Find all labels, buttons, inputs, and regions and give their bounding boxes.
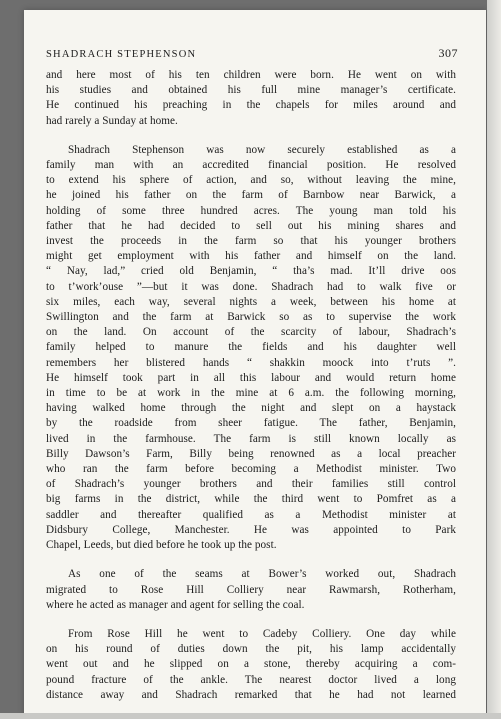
text-line: From Rose Hill he went to Cadeby Colliery. One day while (68, 627, 456, 640)
page-edge (487, 0, 501, 719)
text-line: remembers her blistered hands “ shakkin moock into t’ruts ”. (46, 356, 456, 369)
paragraph-1 (46, 68, 456, 129)
page-bottom-edge (0, 713, 501, 719)
text-line: on his round of duties down the pit, his lamp accidentally (46, 643, 456, 656)
text-line: As one of the seams at Bower’s worked out, Shadrach (68, 568, 456, 581)
text-line: He continued his preaching in the chapels for miles around and (46, 99, 456, 112)
text-line: by the roadside from sheer fatigue. The father, Benjamin, (46, 417, 456, 430)
text-line: holding of some three hundred acres. The young man told his (46, 204, 456, 217)
text-line: who ran the farm before becoming a Methodist minister. Two (46, 463, 456, 476)
text-line: “ Nay, lad,” cried old Benjamin, “ tha’s mad. It’ll drive oos (46, 265, 456, 278)
paragraph-2 (46, 143, 456, 553)
text-line: he joined his father on the farm of Barnbow near Barwick, a (46, 189, 456, 202)
text-line: migrated to Rose Hill Colliery near Rawmarsh, Rotherham, (46, 583, 456, 596)
text-line: He himself took part in all this labour and would return home (46, 371, 456, 384)
text-line: of Shadrach’s younger brothers and their families still control (46, 478, 456, 491)
text-line: Billy Dawson’s Farm, Billy being renowned as a local preacher (46, 447, 456, 460)
text-line: Shadrach Stephenson was now securely established as a (68, 143, 456, 156)
page-number: 307 (438, 46, 458, 60)
text-line: to extend his sphere of action, and so, without leaving the mine, (46, 174, 456, 187)
text-line: his studies and obtained his full mine manager’s certificate. (46, 84, 456, 97)
paragraph-3 (46, 567, 456, 613)
paragraph-4 (46, 627, 456, 703)
text-line: Chapel, Leeds, but died before he took up the post. (46, 539, 277, 552)
text-line: saddler and thereafter qualified as a Methodist minister at (46, 508, 456, 521)
text-line: father that he had decided to sell out his mining shares and (46, 219, 456, 232)
running-head (46, 46, 458, 61)
running-title: SHADRACH STEPHENSON (46, 49, 197, 60)
text-line: big farms in the district, while the third went to Pomfret as a (46, 493, 456, 506)
body-text (46, 68, 456, 703)
text-line: Didsbury College, Manchester. He was appointed to Park (46, 523, 456, 536)
text-line: family helped to manure the fields and his daughter well (46, 341, 456, 354)
text-line: and here most of his ten children were born. He went on with (46, 69, 456, 81)
text-line: invest the proceeds in the farm so that his younger brothers (46, 235, 456, 248)
text-line: went out and he slipped on a stone, thereby acquiring a com- (46, 658, 456, 671)
text-line: Swillington and the farm at Barwick so as to supervise the work (46, 311, 456, 324)
text-line: in time to be at work in the mine at 6 a.m. the following morning, (46, 387, 456, 400)
text-line: having walked home through the night and slept on a haystack (46, 402, 456, 415)
text-line: lived in the farmhouse. The farm is still known locally as (46, 432, 456, 445)
text-line: pound fracture of the ankle. The nearest doctor lived a long (46, 673, 456, 686)
text-line: to t’work’ouse ”—but it was done. Shadrach had to walk five or (46, 280, 456, 293)
text-line: where he acted as manager and agent for selling the coal. (46, 598, 305, 611)
text-line: six miles, each way, several nights a week, between his home at (46, 295, 456, 308)
text-line: had rarely a Sunday at home. (46, 114, 178, 127)
text-line: on the land. On account of the scarcity of labour, Shadrach’s (46, 326, 456, 339)
text-line: family man with an accredited financial position. He resolved (46, 159, 456, 172)
text-line: might get employment with his father and himself on the land. (46, 250, 456, 263)
text-line: distance away and Shadrach remarked that he had not learned (46, 688, 456, 701)
